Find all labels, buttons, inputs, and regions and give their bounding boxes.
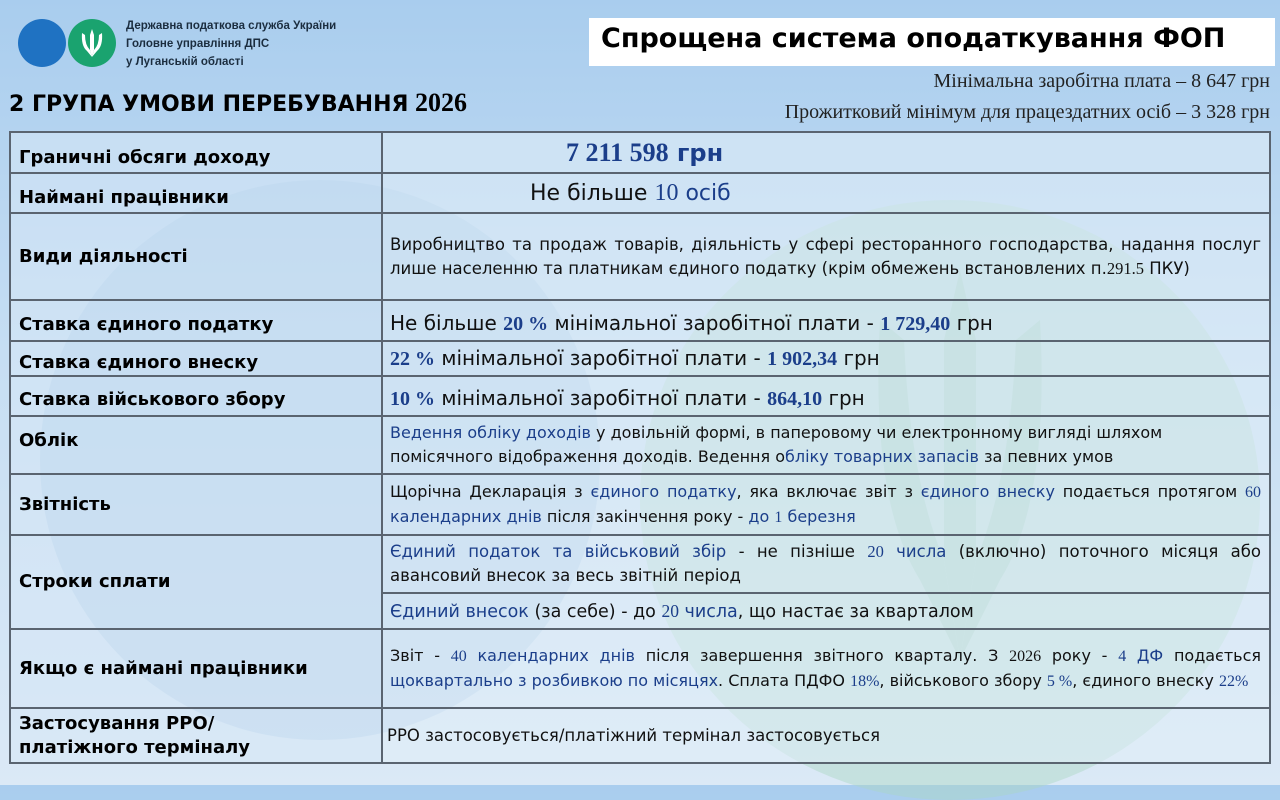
tax-rate-mid: мінімальної заробітної плати -	[554, 311, 874, 335]
tax-rate-pct: 20 %	[503, 313, 549, 335]
rro-label-line-1: Застосування РРО/	[19, 712, 215, 734]
label-payment: Строки сплати	[10, 535, 382, 629]
label-employees: Наймані працівники	[10, 173, 382, 213]
value-reporting	[382, 474, 1270, 535]
payment-part-1: Єдиний податок та військовий збір	[390, 542, 727, 561]
value-military-rate	[382, 376, 1270, 416]
reporting-part-4: єдиного внеску	[920, 481, 1055, 501]
table-row-rro	[10, 708, 1270, 763]
label-rro	[10, 708, 382, 763]
emp-part-9: подається	[1163, 645, 1262, 665]
reporting-part-3: , яка включає звіт з	[736, 481, 921, 501]
income-amount: 7 211 598	[566, 137, 669, 167]
value-employees	[382, 173, 1270, 213]
payment-q-1: Єдиний внесок	[390, 601, 529, 622]
emp-part-6: року -	[1041, 645, 1119, 665]
trident-logo	[68, 19, 116, 67]
tax-rate-unit: грн	[956, 311, 993, 335]
label-accounting: Облік	[10, 416, 382, 474]
contrib-rate-unit: грн	[843, 346, 880, 370]
employees-num: 10	[654, 179, 679, 206]
employees-pre: Не більше	[530, 180, 648, 206]
payment-q-3: 20	[661, 600, 679, 621]
title-box	[589, 18, 1275, 66]
reporting-part-8: після закінчення року -	[541, 506, 749, 526]
military-rate-amount: 864,10	[767, 387, 823, 410]
reporting-part-9: до	[748, 506, 770, 526]
heading-text: 2 ГРУПА УМОВИ ПЕРЕБУВАННЯ	[9, 92, 409, 117]
activities-ref-post: ПКУ)	[1149, 258, 1190, 278]
employees-post: осіб	[685, 180, 731, 206]
table-row-income	[10, 132, 1270, 173]
emp-part-4: після завершення звітного кварталу. З	[634, 645, 1010, 665]
contrib-rate-mid: мінімальної заробітної плати -	[441, 346, 761, 370]
dps-logo-blue-circle	[18, 19, 66, 67]
value-payment-1	[382, 535, 1270, 593]
group-heading	[9, 88, 467, 118]
emp-part-1: Звіт -	[390, 645, 451, 665]
reporting-part-2: єдиного податку	[590, 481, 737, 501]
table-row-contrib-rate	[10, 341, 1270, 376]
value-income	[382, 132, 1270, 173]
page-title: Спрощена система оподаткування ФОП	[601, 23, 1226, 54]
value-contrib-rate	[382, 341, 1270, 376]
accounting-part-3: бліку товарних запасів	[784, 447, 979, 466]
emp-part-12: 18%	[850, 672, 880, 690]
org-line-1: Державна податкова служба України	[126, 20, 337, 32]
value-activities	[382, 213, 1270, 300]
emp-part-5: 2026	[1009, 647, 1042, 665]
min-wage-line: Мінімальна заробітна плата – 8 647 грн	[933, 70, 1270, 92]
value-payment-2	[382, 593, 1270, 629]
military-rate-pct: 10 %	[390, 387, 435, 410]
table-row-reporting	[10, 474, 1270, 535]
table-row-employees	[10, 173, 1270, 213]
tax-rate-amount: 1 729,40	[880, 313, 951, 335]
reporting-part-6: 60	[1245, 483, 1262, 501]
value-rro: РРО застосовується/платіжний термінал застосовується	[382, 708, 1270, 763]
table-row-activities	[10, 213, 1270, 300]
heading-year: 2026	[414, 88, 467, 117]
contrib-rate-pct: 22 %	[390, 348, 435, 370]
emp-part-2: 40	[450, 647, 467, 665]
label-tax-rate: Ставка єдиного податку	[10, 300, 382, 341]
payment-part-2: - не пізніше	[726, 542, 868, 561]
label-reporting: Звітність	[10, 474, 382, 535]
table-row-military-rate	[10, 376, 1270, 416]
accounting-part-4: за певних умов	[978, 447, 1114, 466]
label-contrib-rate: Ставка єдиного внеску	[10, 341, 382, 376]
income-unit: грн	[676, 138, 724, 167]
tax-rate-pre: Не більше	[390, 311, 497, 335]
emp-part-8: ДФ	[1126, 645, 1164, 665]
conditions-table	[9, 131, 1271, 764]
payment-part-3: 20	[867, 542, 884, 561]
table-row-tax-rate	[10, 300, 1270, 341]
reporting-part-11: березня	[782, 506, 856, 526]
emp-part-13: , військового збору	[879, 670, 1047, 690]
activities-ref: 291.5	[1106, 258, 1144, 278]
reporting-part-1: Щорічна Декларація з	[390, 481, 591, 501]
emp-part-3: календарних днів	[466, 645, 635, 665]
trident-icon	[80, 28, 104, 58]
accounting-part-2: у довільній формі, в паперовому чи електронному вигляді шляхом помісячного відображення доходів. Ведення о	[390, 423, 1163, 466]
reporting-part-7: календарних днів	[390, 506, 542, 526]
emp-part-15: , єдиного внеску	[1072, 670, 1219, 690]
emp-part-14: 5 %	[1046, 672, 1073, 690]
payment-q-4: числа	[678, 601, 738, 622]
value-with-employees	[382, 629, 1270, 708]
payment-q-5: , що настає за кварталом	[737, 601, 974, 622]
label-income: Граничні обсяги доходу	[10, 132, 382, 173]
value-accounting	[382, 416, 1270, 474]
emp-part-11: . Сплата ПДФО	[718, 670, 851, 690]
label-activities: Види діяльності	[10, 213, 382, 300]
payment-part-4: числа	[883, 542, 947, 561]
label-with-employees: Якщо є наймані працівники	[10, 629, 382, 708]
payment-q-2: (за себе) - до	[528, 601, 662, 622]
payment-part-5: (включно) поточного місяця або авансовий внесок за весь звітній період	[390, 542, 1262, 585]
rro-label-line-2: платіжного терміналу	[19, 736, 251, 758]
reporting-part-10: 1	[774, 508, 783, 526]
reporting-part-5: подається протягом	[1054, 481, 1246, 501]
emp-part-10: щоквартально з розбивкою по місяцях	[390, 670, 719, 690]
value-tax-rate	[382, 300, 1270, 341]
table-row-with-employees	[10, 629, 1270, 708]
table-row-payment-1	[10, 535, 1270, 593]
label-military-rate: Ставка військового збору	[10, 376, 382, 416]
activities-text: Виробництво та продаж товарів, діяльність у сфері ресторанного господарства, надання послуг лише населенню та платникам єдиного податку (крім обмежень встановлених п.	[390, 234, 1261, 278]
emp-part-16: 22%	[1218, 672, 1249, 690]
table-row-accounting	[10, 416, 1270, 474]
org-line-2: Головне управління ДПС	[126, 38, 270, 50]
military-rate-unit: грн	[828, 385, 865, 410]
contrib-rate-amount: 1 902,34	[767, 348, 838, 370]
organization-name	[126, 17, 336, 71]
accounting-part-1: Ведення обліку доходів	[390, 423, 591, 442]
subsistence-line: Прожитковий мінімум для працездатних осіб – 3 328 грн	[784, 101, 1270, 123]
military-rate-mid: мінімальної заробітної плати -	[441, 385, 761, 410]
emp-part-7: 4	[1118, 647, 1127, 665]
org-line-3: у Луганській області	[126, 56, 244, 68]
